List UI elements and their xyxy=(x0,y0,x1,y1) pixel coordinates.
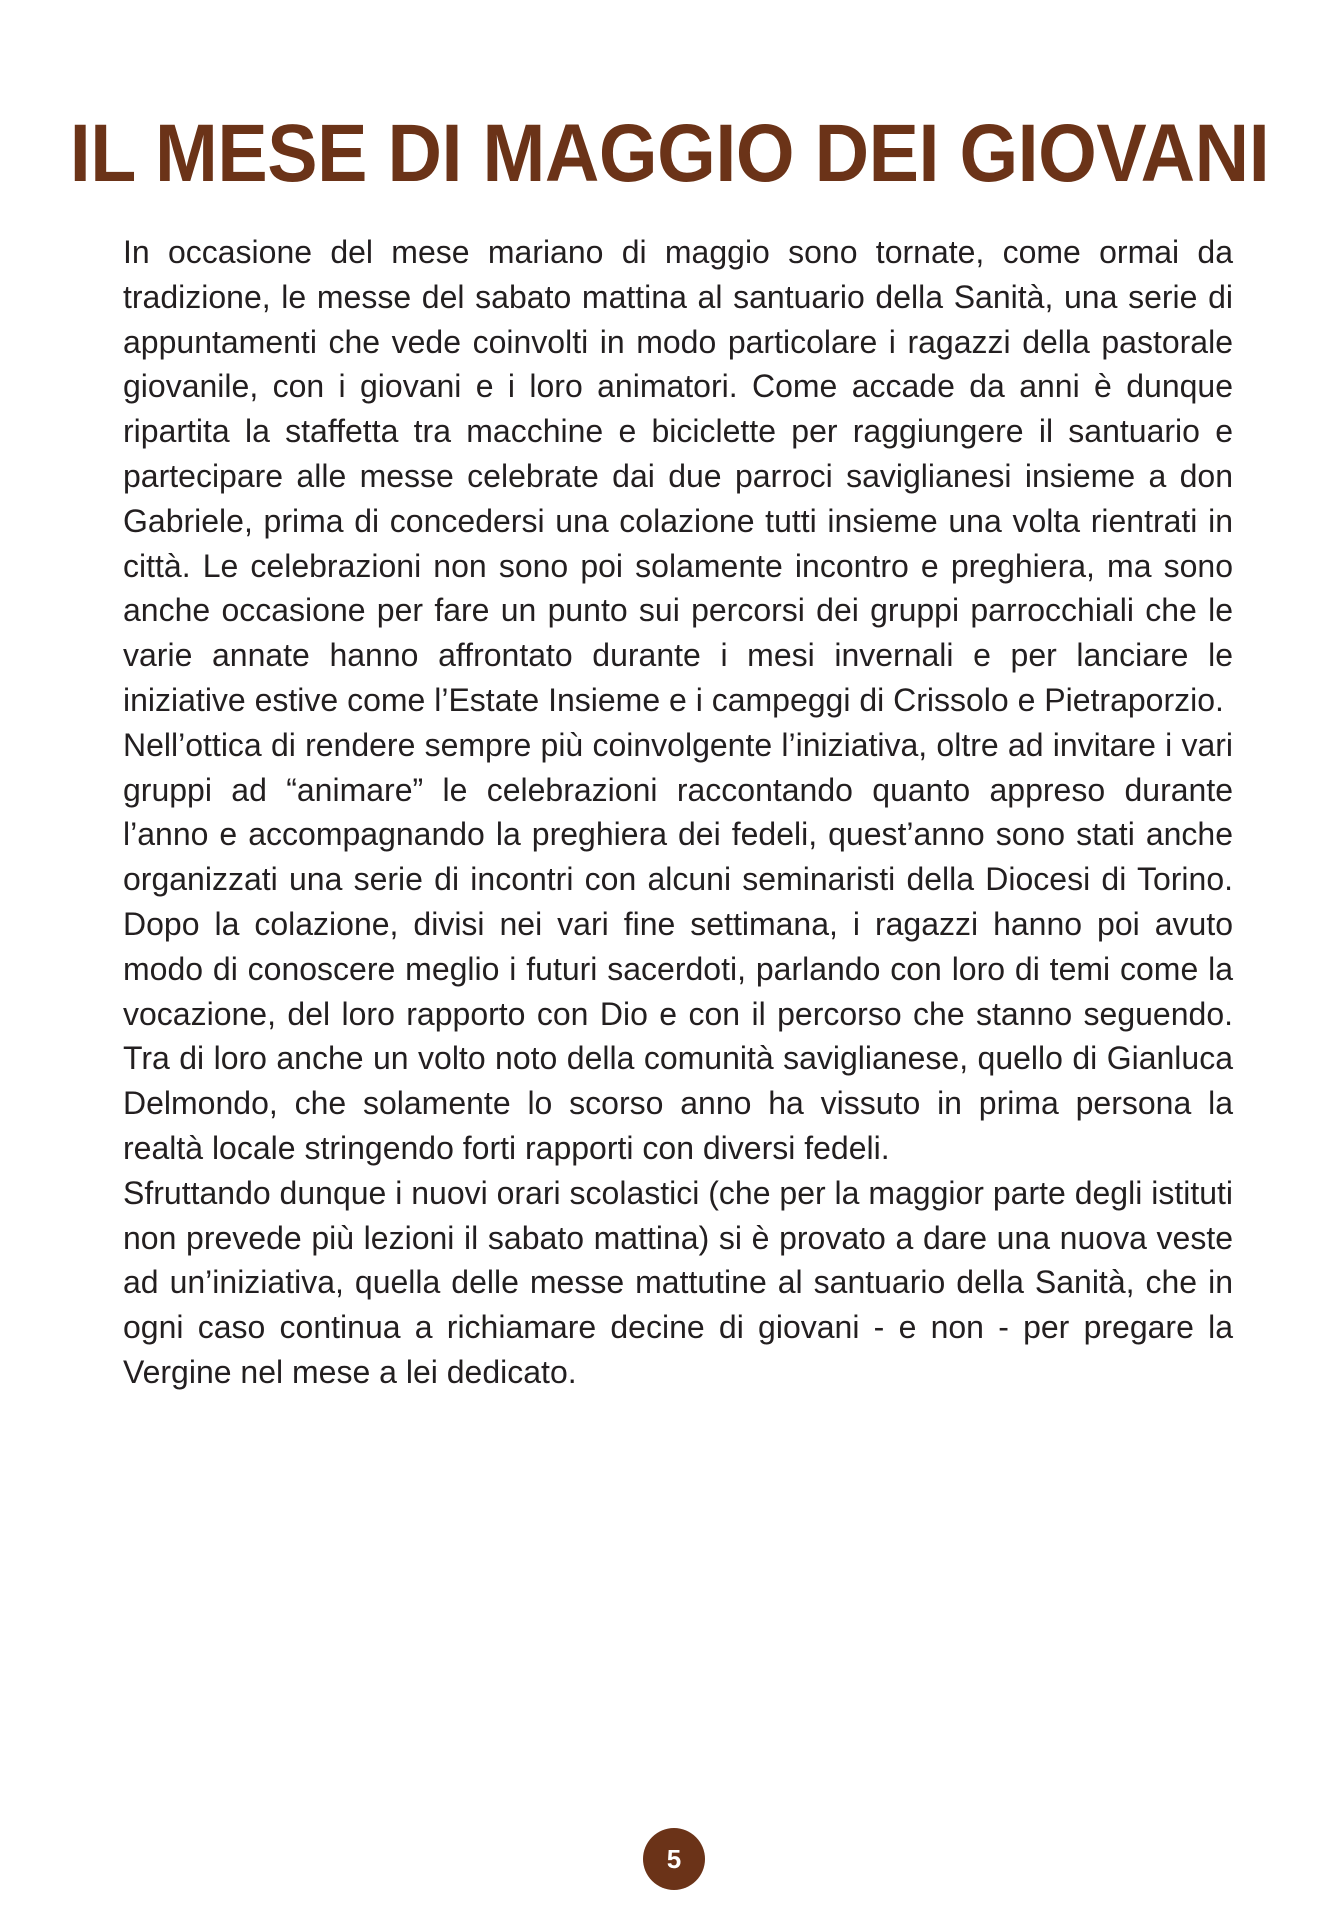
page-title: IL MESE DI MAGGIO DEI GIOVANI xyxy=(69,108,1270,199)
paragraph: Nell’ottica di rendere sempre più coinvolgente l’iniziativa, oltre ad invitare i vari gruppi ad “animare” le celebrazioni raccontando quanto appreso durante l’anno e accompagnando la preghiera dei fedeli, quest’anno sono stati anche organizzati una serie di incontri con alcuni seminaristi della Diocesi di Torino. Dopo la colazione, divisi nei vari fine settimana, i ragazzi hanno poi avuto modo di conoscere meglio i futuri sacerdoti, parlando con loro di temi come la vocazione, del loro rapporto con Dio e con il percorso che stanno seguendo. Tra di loro anche un volto noto della comunità saviglianese, quello di Gianluca Delmondo, che solamente lo scorso anno ha vissuto in prima persona la realtà locale stringendo forti rapporti con diversi fedeli. xyxy=(123,726,1233,1166)
article-body xyxy=(123,230,1233,1395)
page-number-badge: 5 xyxy=(643,1828,705,1890)
paragraph: In occasione del mese mariano di maggio sono tornate, come ormai da tradizione, le messe del sabato mattina al santuario della Sanità, una serie di appuntamenti che vede coinvolti in modo particolare i ragazzi della pastorale giovanile, con i giovani e i loro animatori. Come accade da anni è dunque ripartita la staffetta tra macchine e biciclette per raggiungere il santuario e partecipare alle messe celebrate dai due parroci saviglianesi insieme a don Gabriele, prima di concedersi una colazione tutti insieme una volta rientrati in città. Le celebrazioni non sono poi solamente incontro e preghiera, ma sono anche occasione per fare un punto sui percorsi dei gruppi parrocchiali che le varie annate hanno affrontato durante i mesi invernali e per lanciare le iniziative estive come l’Estate Insieme e i campeggi di Crissolo e Pietraporzio. xyxy=(123,234,1233,718)
paragraph: Sfruttando dunque i nuovi orari scolastici (che per la maggior parte degli istituti non prevede più lezioni il sabato mattina) si è provato a dare una nuova veste ad un’iniziativa, quella delle messe mattutine al santuario della Sanità, che in ogni caso continua a richiamare decine di giovani - e non - per pregare la Vergine nel mese a lei dedicato. xyxy=(123,1174,1233,1390)
